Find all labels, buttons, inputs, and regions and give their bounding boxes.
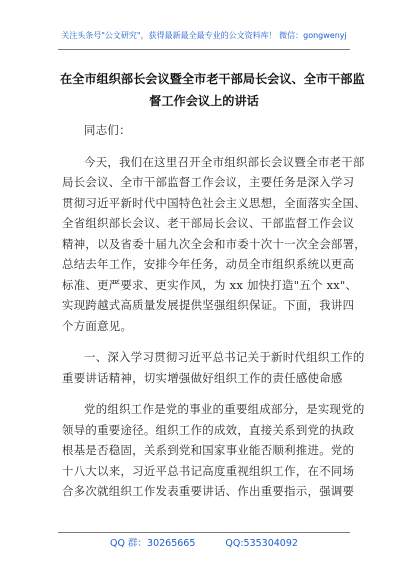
paragraph-2-line-4: 十八大以来，习近平总书记高度重视组织工作，在不同场 <box>62 463 355 478</box>
salutation: 同志们： <box>84 123 131 137</box>
header-divider <box>58 49 350 50</box>
paragraph-2-line-5: 合多次就组织工作发表重要讲话、作出重要指示，强调要 <box>62 484 355 498</box>
paragraph-1-line-9: 个方面意见。 <box>62 318 133 333</box>
paragraph-1-line-1: 今天，我们在这里召开全市组织部长会议暨全市老干部 <box>84 154 365 169</box>
header-banner: 关注头条号"公文研究"，获得最新最全最专业的公文资料库！ 微信：gongwenyj <box>61 31 347 40</box>
paragraph-1-line-6: 总结去年工作，安排今年任务，动员全市组织系统以更高 <box>62 257 355 271</box>
section-heading-line-2: 重要讲话精神，切实增强做好组织工作的责任感使命感 <box>62 370 343 385</box>
title-line-2: 督工作会议上的讲话 <box>149 94 259 108</box>
section-heading-line-1: 一、深入学习贯彻习近平总书记关于新时代组织工作的 <box>84 350 365 364</box>
title-line-1: 在全市组织部长会议暨全市老干部局长会议、全市干部监 <box>60 72 365 86</box>
paragraph-1-line-2: 局长会议、全市干部监督工作会议，主要任务是深入学习 <box>62 175 355 189</box>
paragraph-2-line-1: 党的组织工作是党的事业的重要组成部分，是实现党的 <box>84 402 365 416</box>
document-title <box>60 68 365 112</box>
document-body <box>62 120 366 502</box>
paragraph-1-line-4: 全省组织部长会议、老干部局长会议、干部监督工作会议 <box>62 216 355 230</box>
footer-qq: QQ:535304092 <box>225 538 298 549</box>
paragraph-1-line-3: 贯彻习近平新时代中国特色社会主义思想，全面落实全国、 <box>62 195 366 210</box>
footer <box>0 537 408 551</box>
paragraph-2-line-2: 领导的重要途径。组织工作的成效，直接关系到党的执政 <box>62 422 355 437</box>
footer-divider <box>58 532 350 533</box>
paragraph-1-line-7: 标准、更严要求、更实作风，为 xx 加快打造"五个 xx"、 <box>62 277 358 292</box>
paragraph-1-line-8: 实现跨越式高质量发展提供坚强组织保证。下面，我讲四 <box>62 298 355 312</box>
footer-qq-group: QQ 群：30265665 <box>110 538 196 549</box>
paragraph-2-line-3: 根基是否稳固，关系到党和国家事业能否顺利推进。党的 <box>62 443 355 457</box>
paragraph-1-line-5: 精神，以及省委十届九次全会和市委十次十一次全会部署， <box>62 236 366 251</box>
